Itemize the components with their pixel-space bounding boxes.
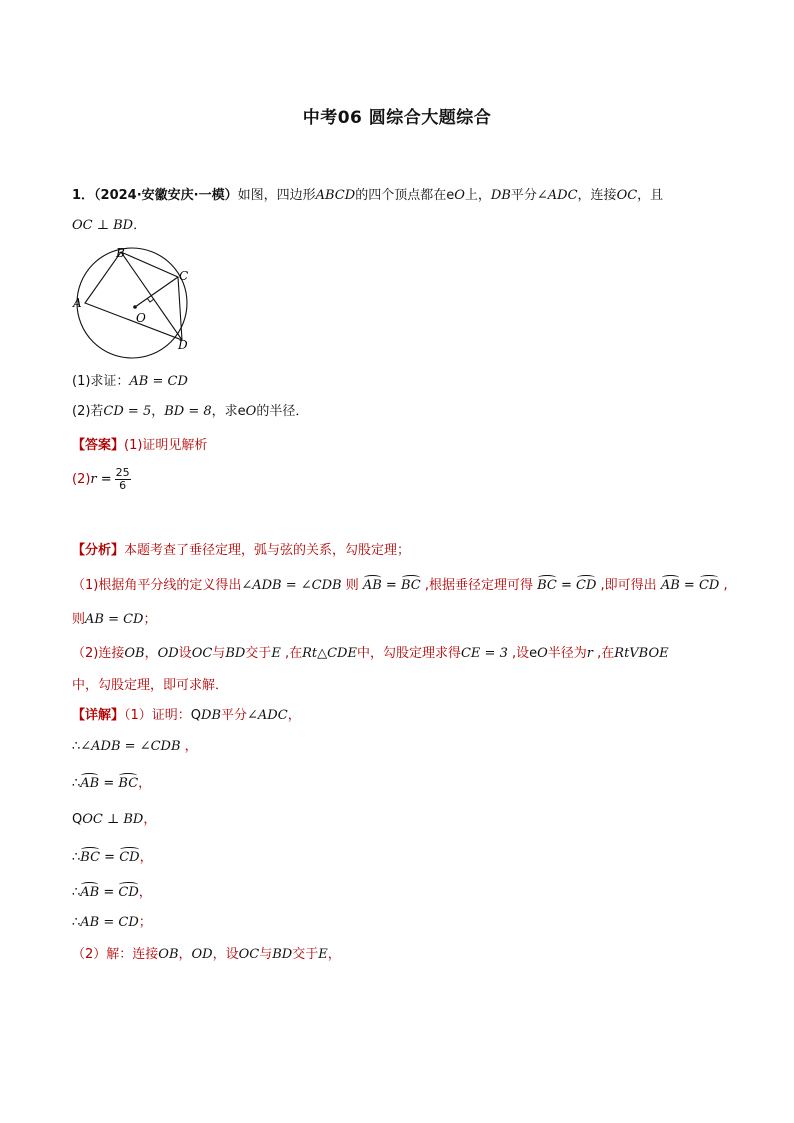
- arc-cd: CD: [698, 578, 720, 593]
- analysis-label: 【分析】: [72, 543, 125, 558]
- arc-ab: AB: [362, 578, 382, 593]
- detail-line3: [72, 775, 151, 793]
- analysis-intro: [72, 542, 410, 560]
- math-r: r: [90, 472, 97, 487]
- label-o: O: [136, 311, 146, 325]
- arc-bc: BC: [537, 578, 557, 593]
- math-ce-3: CE = 3: [460, 646, 508, 661]
- math-eq: =: [100, 850, 120, 865]
- math-oc: OC: [616, 188, 638, 203]
- detail-text: ；: [138, 915, 152, 930]
- math-ob: OB: [158, 947, 179, 962]
- arc-cd: CD: [119, 850, 140, 865]
- analysis-text: ,设: [507, 646, 530, 661]
- therefore-symbol: ∴: [72, 885, 81, 900]
- analysis-text: 则: [72, 612, 86, 627]
- detail-text: ，设: [212, 947, 239, 962]
- arc-bc: BC: [400, 578, 421, 593]
- analysis-text: 设: [178, 646, 192, 661]
- math-o: O: [245, 404, 257, 419]
- math-rt-cde: Rt△CDE: [302, 646, 357, 661]
- detail-line8: [72, 946, 341, 964]
- label-b: B: [116, 246, 125, 260]
- math-bd: BD: [225, 646, 246, 661]
- answer-part2-prefix: (2): [72, 472, 91, 487]
- math-ab-eq-cd: AB = CD: [80, 915, 139, 930]
- analysis-part1-line2: [72, 611, 157, 629]
- analysis-text: （2)连接: [72, 646, 125, 661]
- label-c: C: [179, 269, 189, 283]
- math-r: r: [586, 646, 594, 661]
- analysis-text: ,在: [593, 646, 615, 661]
- arc-ab: AB: [660, 578, 680, 593]
- math-angles: ∠ADB = ∠CDB: [241, 578, 342, 593]
- therefore-symbol: ∴: [72, 739, 81, 754]
- detail-text: ，: [180, 739, 198, 754]
- center-point: [133, 305, 137, 309]
- detail-line6: [72, 884, 152, 902]
- math-abcd: ABCD: [315, 188, 356, 203]
- question-1-prefix: (1)求证：: [72, 374, 130, 389]
- therefore-symbol: ∴: [72, 915, 81, 930]
- analysis-text: 本题考查了垂径定理，弧与弦的关系，勾股定理；: [124, 543, 411, 558]
- label-a: A: [73, 296, 82, 310]
- circle-symbol: e: [446, 188, 455, 203]
- math-o: O: [537, 646, 548, 661]
- analysis-text: ,根据垂径定理可得: [420, 578, 538, 593]
- because-symbol: Q: [72, 812, 83, 827]
- detail-line5: [72, 849, 153, 867]
- arc-bc: BC: [118, 776, 139, 791]
- problem-stem-line2: [72, 217, 146, 235]
- analysis-text: 半径为: [547, 646, 587, 661]
- answer-part1: (1)证明见解析: [124, 438, 208, 453]
- math-eq: =: [99, 776, 119, 791]
- analysis-text: 交于: [245, 646, 272, 661]
- math-db: DB: [490, 188, 511, 203]
- question-2: [72, 403, 308, 421]
- analysis-text: 中，勾股定理求得: [356, 646, 461, 661]
- detail-line2: [72, 738, 198, 756]
- analysis-text: ,在: [280, 646, 303, 661]
- math-cd-5: CD = 5: [103, 404, 152, 419]
- detail-text: （1）证明：: [124, 708, 191, 723]
- analysis-text: （1)根据角平分线的定义得出: [72, 578, 242, 593]
- analysis-part2-line2: [72, 677, 228, 695]
- stem-text: 上，: [464, 188, 491, 203]
- circle-figure: [66, 244, 196, 362]
- detail-text: ，: [178, 947, 192, 962]
- analysis-text: 与: [212, 646, 226, 661]
- q2-text: ，求: [211, 404, 238, 419]
- math-e: E: [271, 646, 281, 661]
- math-od: OD: [191, 947, 213, 962]
- detail-text: （2）解：连接: [72, 947, 159, 962]
- math-ab-eq-cd: AB = CD: [85, 612, 144, 627]
- stem-text: 如图，四边形: [237, 188, 316, 203]
- stem-text: 的四个顶点都在: [355, 188, 447, 203]
- math-angles: ∠ADB = ∠CDB: [80, 739, 181, 754]
- question-1: [72, 373, 188, 391]
- stem-text: ，且: [637, 188, 664, 203]
- detail-text: ，: [138, 776, 152, 791]
- detail-line7: [72, 914, 152, 932]
- detail-text: 平分: [221, 708, 248, 723]
- math-angle-adc: ∠ADC: [536, 188, 578, 203]
- math-rt-boe: RtVBOE: [614, 646, 669, 661]
- math-bd: BD: [272, 947, 293, 962]
- q2-text: 的半径．: [256, 404, 309, 419]
- math-angle-adc: ∠ADC: [247, 708, 288, 723]
- detail-text: ，: [287, 708, 301, 723]
- math-eq: =: [556, 578, 577, 593]
- math-oc-perp-bd: OC ⊥ BD: [82, 812, 144, 827]
- fraction-numerator: 25: [115, 466, 130, 479]
- math-oc: OC: [191, 646, 213, 661]
- math-o: O: [454, 188, 465, 203]
- page-title: 中考06 圆综合大题综合: [302, 108, 492, 128]
- therefore-symbol: ∴: [72, 776, 81, 791]
- detail-text: ，: [139, 850, 153, 865]
- detail-text: 交于: [292, 947, 319, 962]
- analysis-part1-line1: [72, 577, 728, 595]
- fraction-denominator: 6: [119, 479, 127, 492]
- math-eq: =: [96, 472, 112, 487]
- analysis-text: ；: [143, 612, 157, 627]
- detail-text: ，: [327, 947, 341, 962]
- circle-symbol: e: [529, 646, 538, 661]
- answer-label: 【答案】: [72, 438, 125, 453]
- detail-text: ，: [143, 812, 157, 827]
- detail-line4: [72, 811, 156, 829]
- fraction-25-6: [115, 467, 131, 492]
- arc-bc: BC: [80, 850, 101, 865]
- detail-text: 与: [259, 947, 273, 962]
- analysis-text: ，: [144, 646, 158, 661]
- because-symbol: Q: [190, 708, 202, 723]
- answer-line1: [72, 437, 207, 455]
- circle-symbol: e: [237, 404, 246, 419]
- q2-text: ，: [151, 404, 165, 419]
- stem-text: 平分: [510, 188, 537, 203]
- math-e: E: [318, 947, 328, 962]
- analysis-text: ,即可得出: [596, 578, 661, 593]
- question-2-prefix: (2)若: [72, 404, 104, 419]
- math-bd-8: BD = 8: [164, 404, 212, 419]
- arc-ab: AB: [80, 885, 100, 900]
- analysis-text: 中，勾股定理，即可求解．: [72, 678, 229, 693]
- arc-cd: CD: [118, 885, 139, 900]
- math-ab-eq-cd: AB = CD: [129, 374, 188, 389]
- answer-line2: [72, 465, 131, 495]
- math-oc-perp-bd: OC ⊥ BD: [72, 218, 134, 233]
- stem-text: ．: [133, 218, 147, 233]
- therefore-symbol: ∴: [72, 850, 81, 865]
- math-eq: =: [381, 578, 401, 593]
- arc-ab: AB: [80, 776, 100, 791]
- math-oc: OC: [238, 947, 260, 962]
- math-eq: =: [679, 578, 699, 593]
- circle-o: [77, 248, 187, 358]
- math-ob: OB: [124, 646, 145, 661]
- problem-stem-line1: [72, 187, 663, 205]
- math-eq: =: [99, 885, 119, 900]
- problem-number: 1．: [72, 188, 95, 203]
- quadrilateral-abcd: [85, 252, 182, 340]
- detail-line1: [72, 707, 301, 725]
- analysis-text: ,: [719, 578, 728, 593]
- math-od: OD: [157, 646, 179, 661]
- detail-text: ，: [138, 885, 152, 900]
- math-db: DB: [201, 708, 222, 723]
- detail-label: 【详解】: [72, 708, 125, 723]
- analysis-text: 则: [341, 578, 363, 593]
- stem-text: ，连接: [577, 188, 617, 203]
- arc-cd: CD: [576, 578, 597, 593]
- problem-source: （2024·安徽安庆·一模）: [94, 188, 238, 203]
- analysis-part2-line1: [72, 645, 669, 663]
- label-d: D: [178, 338, 188, 352]
